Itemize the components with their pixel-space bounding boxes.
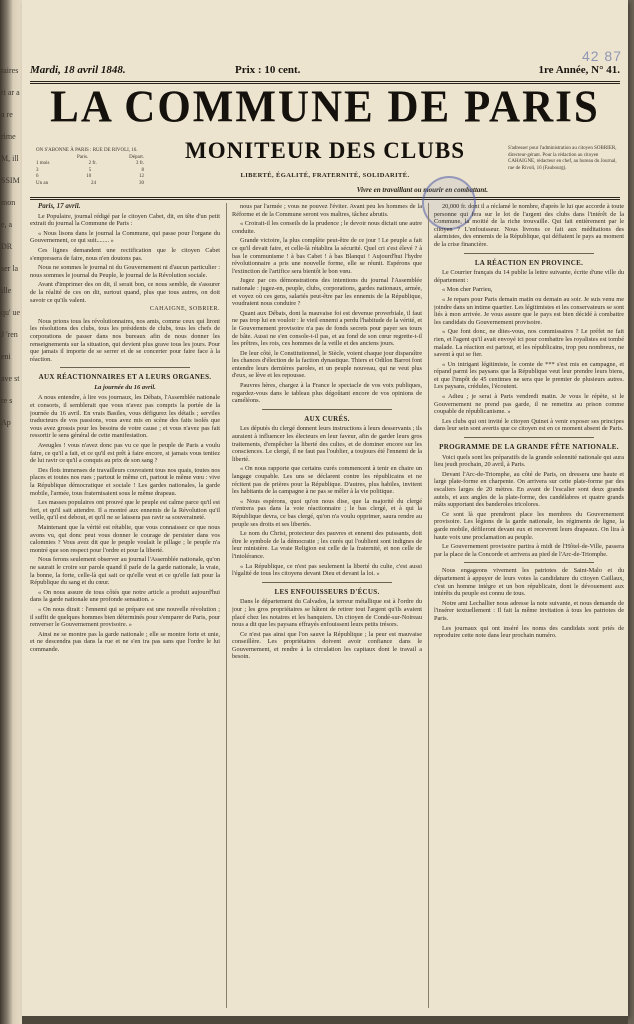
section-divider [60, 367, 190, 368]
section-divider [262, 409, 392, 410]
paragraph: Les masses populaires ont prouvé que le peuple est calme parce qu'il est fort, et qu'il sait attendre. Il a montré aux ennemis de la Révolution qu'il veille, qu'il est debout, et qu'il ne se laissera pas ravir sa souveraineté. [30, 499, 220, 522]
paragraph: Les journaux qui ont inséré les noms des candidats sont priés de reproduire cette note dans leur prochain numéro. [434, 624, 624, 640]
paragraph: « La République, ce n'est pas seulement la liberté du culte, c'est aussi l'égalité de tous les citoyens devant Dieu et devant la loi. » [232, 562, 422, 578]
paragraph: Devant l'Arc-de-Triomphe, au côté de Paris, on dressera une haute et large plate-forme en charpente. On arrivera sur cette plate-forme par des escaliers larges de 20 mètres. En avant de l'escalier sont deux grands autels, et aux angles de la plate-forme, des candélabres et quatre grands mâts supportant des banderoles tricolores. [434, 470, 624, 509]
subscription-price-paris: 5 [88, 167, 92, 173]
paragraph: « Croirait-il les conseils de la prudence ; le devoir nous dictait une autre conduite. [232, 220, 422, 235]
paragraph: « Que font donc, ne dites-vous, nos commissaires ? Le préfet ne fait rien, et l'agent qu'il avait envoyé ici pour combattre les royalistes est tombé malade. La réaction est partout, et les républicains, trop peu nombreux, ne savent à qui se fier. [434, 328, 624, 359]
section-heading: LA RÉACTION EN PROVINCE. [474, 258, 584, 267]
section-divider [262, 582, 392, 583]
paragraph: Ce n'est pas ainsi que l'on sauve la République ; la peur est mauvaise conseillère. Les propriétaires doivent avoir confiance dans le Gouvernement, et rendre à la circulation les capitaux dont le travail a besoin. [232, 630, 422, 661]
masthead-rule-bottom-2 [30, 199, 620, 200]
paragraph: nous par l'armée ; vous ne pouvez l'éviter. Avant peu les hommes de la Réforme et de la Commune seront vos maîtres, tâchez abrutis. [232, 203, 422, 218]
section-heading: AUX CURÉS. [304, 414, 350, 423]
dateline [30, 203, 220, 211]
signature: CAHAIGNE, SOBRIER. [149, 306, 220, 313]
paragraph: Le nom du Christ, protecteur des pauvres et ennemi des puissants, doit être le symbole de la démocratie ; les curés qui l'oublient sont indignes de leur ministère. La vraie Religion est celle de la fraternité, et non celle de l'intolérance. [232, 530, 422, 560]
archive-number: 42 87 [581, 48, 622, 64]
paragraph: Jugez par ces démonstrations des intentions du journal l'Assemblée nationale : jugez-en, peuple, clubs, corporations, gardes nationaux, armée, et voyez où ces gens, salariés peut-être par les ennemis de la République, voudraient nous conduire ? [232, 277, 422, 308]
subscription-col-paris: Paris. [76, 154, 89, 160]
column-rule [226, 203, 227, 1008]
subscription-price-paris: 2 fr. [88, 161, 97, 166]
paragraph: Nous ferons seulement observer au journal l'Assemblée nationale, qu'on ne saurait le croire sur parole quand il parle de la garde nationale, la vraie, la bonne, la forte, celle-là qui sait ce qu'elle veut et ce qu'elle fait pour la République du sang et du cœur. [30, 556, 220, 587]
column-1 [30, 203, 220, 1008]
subscription-heading: ON S'ABONNE À PARIS : RUE DE RIVOLI, 16. [36, 148, 138, 153]
paragraph: Nous ne sommes le journal ni du Gouvernement ni d'aucun particulier : nous sommes le journal du Peuple, le journal de la Révolution sociale. [30, 264, 220, 279]
paragraph: Nous engageons vivement les patriotes de Saint-Malo et du département à appuyer de leurs votes la candidature du citoyen Caillaux, c'est un homme intègre et un bon républicain, dont le dévouement aux intérêts du peuple est connu de tous. [434, 567, 624, 598]
paragraph: « Un intrigant légitimiste, le comte de *** s'est mis en campagne, et répand parmi les paysans que la République veut leur prendre leurs biens, et que l'impôt de 45 centimes ne sera que le premier de plusieurs autres. Les paysans, crédules, l'écoutent. [434, 360, 624, 391]
paragraph: « Mon cher Parrieu, [442, 286, 493, 294]
administration-box: S'adresser pour l'administration au citoyen SOBRIER, directeur-gérant. Pour la rédaction au citoyen CAHAIGNE, rédacteur en chef, au bureau du Journal, rue de Rivoli, 16 (Faubourg). [508, 146, 617, 171]
masthead-rule-bottom [30, 197, 620, 198]
subscription-period: 6 [36, 174, 39, 179]
column-3 [434, 203, 624, 1008]
article-columns [30, 203, 624, 1008]
paragraph: « On nous assure de tous côtés que notre article a produit aujourd'hui dans la garde nationale une profonde sensation. » [30, 588, 220, 604]
dateline-text: Paris, 17 avril. [38, 203, 81, 210]
paragraph: A nous entendre, à lire vos journaux, les Débats, l'Assemblée nationale et consorts, il semblerait que vous n'avez pas compris la portée de la journée du 16 avril. En vrais Basiles, vous défigurez les détails ; serviles traducteurs de vos passions, vous avez mis en scène des faits isolés que vous avez grossis pour les besoins de votre cause ; et vous n'avez pas fait ressortir le sens général de cette manifestation. [30, 394, 220, 440]
section-subheading: La journée du 16 avril. [94, 383, 156, 391]
subscription-col-depart: Départ. [129, 154, 144, 160]
section-heading: AUX RÉACTIONNAIRES ET A LEURS ORGANES. [38, 373, 212, 382]
paragraph: « Adieu ; je serai à Paris vendredi matin. Je vous le répète, si le Gouvernement ne prend pas garde, il ne remettra au prison comme coupable de républicanisme. » [434, 393, 624, 416]
paragraph: Le Courrier français du 14 publie la lettre suivante, écrite d'une ville du département : [434, 269, 624, 284]
masthead-info-bar [30, 64, 620, 80]
subscription-period: Un an [36, 180, 49, 186]
subscription-price-paris: 24 [91, 180, 97, 186]
newspaper-page [22, 0, 628, 1016]
paragraph: « On nous dirait : l'ennemi qui se prépare est une nouvelle révolution ; il suffit de quelques hommes bien déterminés pour s'emparer de Paris, pour renverser le Gouvernement provisoire. » [30, 605, 220, 629]
paragraph: Ce sont là que prendront place les membres du Gouvernement provisoire. Les légions de la garde nationale, les régiments de ligne, la garde mobile, défileront devant eux et recevront leurs drapeaux. On lira à haute voix une proclamation au peuple. [434, 510, 624, 541]
book-spine [0, 0, 22, 1024]
issue-price: Prix : 10 cent. [235, 64, 301, 76]
paragraph: Voici quels sont les préparatifs de la grande solennité nationale qui aura lieu jeudi prochain, 20 avril, à Paris. [434, 453, 624, 469]
section-heading: LES ENFOUISSEURS D'ÉCUS. [274, 587, 380, 596]
column-2 [232, 203, 422, 1008]
subscription-period: 3 [36, 167, 39, 173]
paragraph: Grande victoire, la plus complète peut-être de ce jour ! Le peuple a fait ce qu'il devait faire, et celle-là rétablira la sécurité. Quel cri s'est élevé ? à bas le communisme ! à bas Cabet ! à bas Blanqui ! Aujourd'hui l'hydre révolutionnaire a pris une nouvelle forme, elle se réunit. Espérons que l'extinction de l'artifice sera bientôt le bon vœu. [232, 237, 422, 275]
paragraph: « Nous espérons, quoi qu'on nous dise, que la majorité du clergé n'entrera pas dans la voie réactionnaire ; le bas clergé, et à qui la République devra, ce bas clergé, qu'on n'a voulu opprimer, saura rendre au peuple ses droits et ses libertés. [232, 497, 422, 528]
section-divider [464, 253, 594, 254]
paragraph: « Je repars pour Paris demain matin ou demain au soir. Je suis venu me joindre dans un intime quartier. Les légitimistes et les conservateurs se sont liés à mon arrivée. Je vous assure que le pays est bien décidé à combattre les candidats du Gouvernement provisoire. [434, 295, 624, 326]
subscription-row [36, 181, 144, 188]
paragraph: Les clubs qui ont invité le citoyen Quinet à venir exposer ses principes dans leur sein sont avertis que ce citoyen est en ce moment absent de Paris. [434, 417, 624, 433]
section-divider [464, 437, 594, 438]
paragraph: Le Gouvernement provisoire partira à midi de l'Hôtel-de-Ville, passera par la place de la Concorde et arrivera au pied de l'Arc-de-Triomphe. [434, 543, 624, 558]
paragraph: Dans le département du Calvados, la terreur métallique est à l'ordre du jour ; les gros propriétaires se hâtent de retirer tout l'argent qu'ils avaient placé chez les notaires et les banquiers. Un citoyen de Condé-sur-Noireau nous a dit que les paysans effrayés enfouissent leurs petits trésors. [232, 598, 422, 629]
issue-number: 1re Année, N° 41. [538, 64, 620, 76]
paragraph: Notre ami Lechallier nous adresse la note suivante, et nous demande de l'insérer textuellement : Il fait la même invitation à tous les patriotes de Paris. [434, 599, 624, 622]
paragraph: Pauvres hères, chargez à la France le spectacle de vos voix publiques, regardez-vous dans le tableau plus dégoûtant encore de vos opinions de caméléons. [232, 382, 422, 405]
newspaper-tagline: Vivre en travaillant ou mourir en combattant. [356, 186, 488, 194]
newspaper-title: LA COMMUNE DE PARIS [50, 82, 600, 133]
subscription-box [36, 148, 144, 187]
paragraph: Nous prions tous les révolutionnaires, nos amis, comme ceux qui liront les résolutions des clubs, tous les présidents de clubs, tous les chefs de corporations de passer dans nos bureaux afin de nous donner les renseignements sur la situation, qui devient plus grave tous les jours. Pour que jamais il importe de se serrer et de se concerter pour faire face à la réaction. [30, 317, 220, 363]
paragraph: Les députés du clergé donnent leurs instructions à leurs desservants ; ils auraient à influencer les électeurs en leur faveur, afin de garder leurs gros traitements, d'empêcher la liberté des cultes, et de dominer encore sur les consciences. Le clergé, il ne faut pas l'oublier, a toujours été l'ennemi de la liberté. [232, 425, 422, 463]
subscription-price-paris: 10 [86, 174, 92, 179]
paragraph: Ainsi ne se montre pas la garde nationale ; elle se montre forte et unie, et ne descendra pas dans la rue et ne s'en ira pas sans que l'ordre le lui commande. [30, 630, 220, 653]
paragraph: « On nous rapporte que certains curés commencent à tenir en chaire un langage coupable. Les uns se déclarent contre les républicains et ne récitent pas de prières pour la République. D'autres, plus habiles, invitent les habitants de la campagne à ne pas se mêler à la vie politique. [232, 465, 422, 496]
newspaper-subtitle: MONITEUR DES CLUBS [185, 138, 465, 163]
subscription-price-depart: 12 [139, 174, 144, 179]
subscription-price-depart: 3 fr. [135, 161, 144, 166]
paragraph: Quant aux Débats, dont la mauvaise foi est devenue proverbiale, il faut ne pas trop lui en vouloir : le vieil ennemi a perdu l'habitude de la vérité, et le Gouvernement provisoire n'a pas de fonds secrets pour payer ses tours de bâte. Aussi ne s'en console-t-il pas, et au fond de son cœur regrette-t-il les prêtres, les rois, ces hommes de la veille et des anciens jours. [232, 309, 422, 348]
subscription-price-depart: 8 [141, 167, 144, 173]
subscription-price-depart: 30 [139, 180, 144, 186]
section-divider [464, 562, 594, 563]
section-heading: PROGRAMME DE LA GRANDE FÊTE NATIONALE. [439, 443, 619, 452]
paragraph: Ces lignes demandent une rectification que le citoyen Cabet s'empressera de faire, nous n'en doutons pas. [30, 246, 220, 262]
paragraph: 20,000 fr. dont il a réclamé le nombre, d'après le lui que accorde à toute personne qui fera sur le lot de l'argent des clubs dans l'intérêt de la Commune, la moitié de la riche trouvaille. Qui fait entièrement par le citoyen ? L'enfouisseur. Nous livrons ce fait aux méditations des alarmistes, des ennemis de la République, qui défiaient le pays au moment de la crise financière. [434, 203, 624, 248]
subscription-period: 1 mois [36, 161, 50, 166]
paragraph: Aveugles ! vous n'avez donc pas vu ce que le peuple de Paris a voulu faire, ce qu'il a fait, et ce qu'il est prêt à faire encore, si jamais vous tentiez de lui ravir ce qu'il a conquis au prix de son sang ? [30, 442, 220, 465]
paragraph: « Nous lisons dans le journal la Commune, qui passe pour l'organe du Gouvernement, ce qui suit........ » [30, 229, 220, 245]
column-rule [428, 203, 429, 1008]
paragraph: Le Populaire, journal rédigé par le citoyen Cabet, dit, en tête d'un petit extrait du journal la Commune de Paris : [30, 212, 220, 228]
newspaper-motto: LIBERTÉ, ÉGALITÉ, FRATERNITÉ, SOLIDARITÉ. [240, 172, 410, 179]
paragraph: Des flots immenses de travailleurs couvraient tous nos quais, toutes nos places et toutes nos rues ; partout le même cri, partout le même vœu : vive la République démocratique et sociale ! Les gardes nationales, la garde mobile, l'armée, tous fraternisaient sous le même drapeau. [30, 466, 220, 497]
paragraph: De leur côté, le Constitutionnel, le Siècle, voient chaque jour disparaître les chances d'élection de la faction dynastique. Thiers et Odilon Barrot font entendre leurs dernières paroles, et un peuple nouveau, qui ne veut plus d'eux, se lève et les repousse. [232, 349, 422, 380]
paragraph: Maintenant que la vérité est rétablie, que vous connaissez ce que nous avons vu, qui donc peut vous donner le courage de persister dans vos calomnies ? Vous avez dit que le peuple voulait le pillage ; le peuple n'a montré que son respect pour l'ordre et pour la liberté. [30, 523, 220, 554]
page-bottom-shadow [22, 1016, 628, 1024]
issue-date: Mardi, 18 avril 1848. [30, 64, 126, 76]
paragraph: Avant d'imprimer des on dit, il serait bon, ce nous semble, de s'assurer de la réalité de ces on dit, surtout quand, plus que tous autres, on doit savoir ce qu'ils valent. [30, 281, 220, 304]
spine-text: taires ri ar a a re rime M, ill SSIM mon e, a DR ser la ille qu' ue J 'ren eni ave st re s Ap [1, 66, 20, 427]
